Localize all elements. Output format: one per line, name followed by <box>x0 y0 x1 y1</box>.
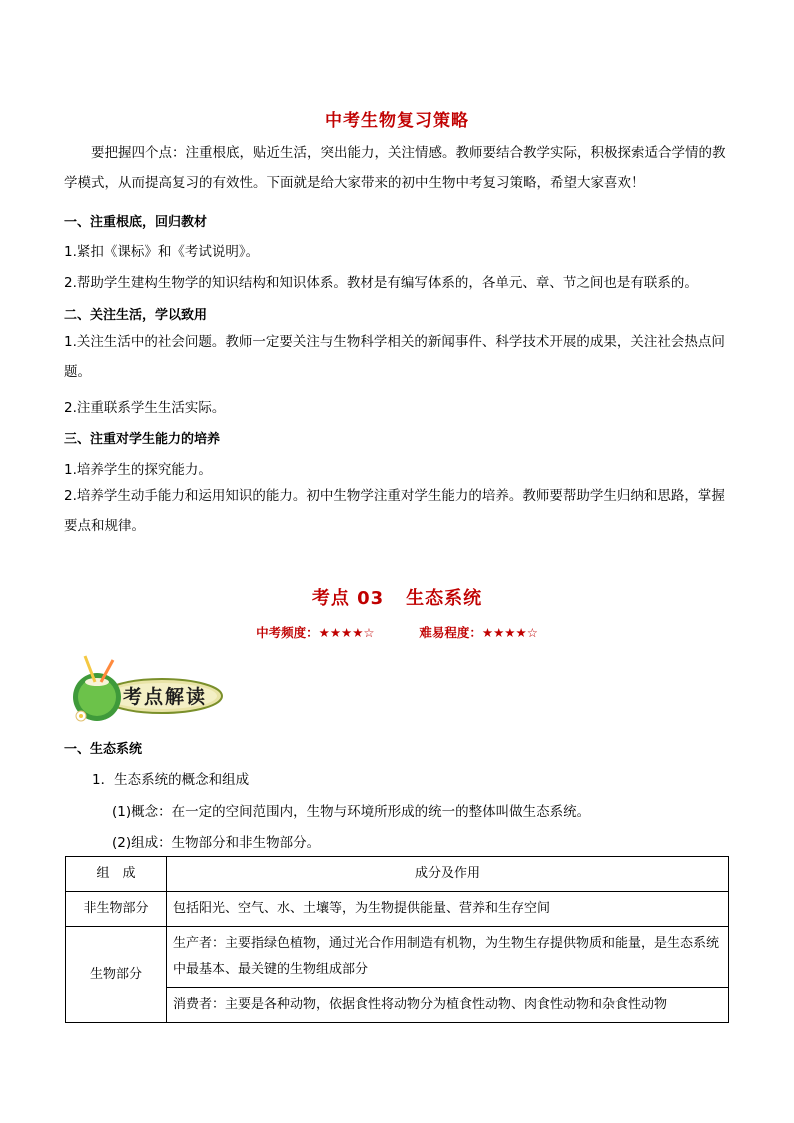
difficulty-stars: ★★★★☆ <box>481 625 538 640</box>
frequency-label: 中考频度： <box>256 625 319 640</box>
table-row <box>66 892 729 927</box>
topic-label: 考点 03 <box>311 588 385 609</box>
section-2-item-2: 2.注重联系学生生活实际。 <box>64 400 226 416</box>
eco-concept: (1)概念：在一定的空间范围内，生物与环境所形成的统一的整体叫做生态系统。 <box>112 804 591 820</box>
badge-text: 考点解读 <box>123 686 208 708</box>
difficulty-label: 难易程度： <box>419 625 482 640</box>
frequency-stars: ★★★★☆ <box>318 625 375 640</box>
page-title: 中考生物复习策略 <box>325 111 469 131</box>
table-row <box>66 927 729 988</box>
section-1-item-2: 2.帮助学生建构生物学的知识结构和知识体系。教材是有编写体系的，各单元、章、节之间也是有联系的。 <box>64 275 698 291</box>
intro-paragraph: 要把握四个点：注重根底，贴近生活，突出能力，关注情感。教师要结合教学实际，积极探索适合学情的教学模式，从而提高复习的有效性。下面就是给大家带来的初中生物中考复习策略，希望大家喜欢！ <box>64 145 726 191</box>
section-1-item-1: 1.紧扣《课标》和《考试说明》。 <box>64 244 260 260</box>
topic-badge <box>67 652 227 724</box>
table-header-cell: 组 成 <box>66 857 167 892</box>
eco-composition: (2)组成：生物部分和非生物部分。 <box>112 835 321 851</box>
eco-heading: 一、生态系统 <box>64 742 143 757</box>
table-cell: 消费者：主要是各种动物，依据食性将动物分为植食性动物、肉食性动物和杂食性动物 <box>167 988 729 1023</box>
table-cell: 非生物部分 <box>66 892 167 927</box>
table-cell: 生物部分 <box>66 927 167 1023</box>
topic-name: 生态系统 <box>406 588 483 609</box>
composition-table <box>65 856 729 1023</box>
section-2-item-1: 1.关注生活中的社会问题。教师一定要关注与生物科学相关的新闻事件、科学技术开展的成果，关注社会热点问题。 <box>64 334 725 380</box>
eco-subheading: 1．生态系统的概念和组成 <box>92 772 250 788</box>
table-cell: 包括阳光、空气、水、土壤等，为生物提供能量、营养和生存空间 <box>167 892 729 927</box>
rating-line <box>0 623 794 641</box>
table-header-cell: 成分及作用 <box>167 857 729 892</box>
section-1-heading: 一、注重根底，回归教材 <box>64 215 208 230</box>
topic-title <box>0 584 794 610</box>
section-2-heading: 二、关注生活，学以致用 <box>64 308 208 323</box>
table-cell: 生产者：主要指绿色植物，通过光合作用制造有机物，为生物生存提供物质和能量，是生态系统中最基本、最关键的生物组成部分 <box>167 927 729 988</box>
table-row <box>66 857 729 892</box>
section-3-heading: 三、注重对学生能力的培养 <box>64 432 221 447</box>
section-3-item-2: 2.培养学生动手能力和运用知识的能力。初中生物学注重对学生能力的培养。教师要帮助学生归纳和思路，掌握要点和规律。 <box>64 488 725 534</box>
section-3-item-1: 1.培养学生的探究能力。 <box>64 462 212 478</box>
